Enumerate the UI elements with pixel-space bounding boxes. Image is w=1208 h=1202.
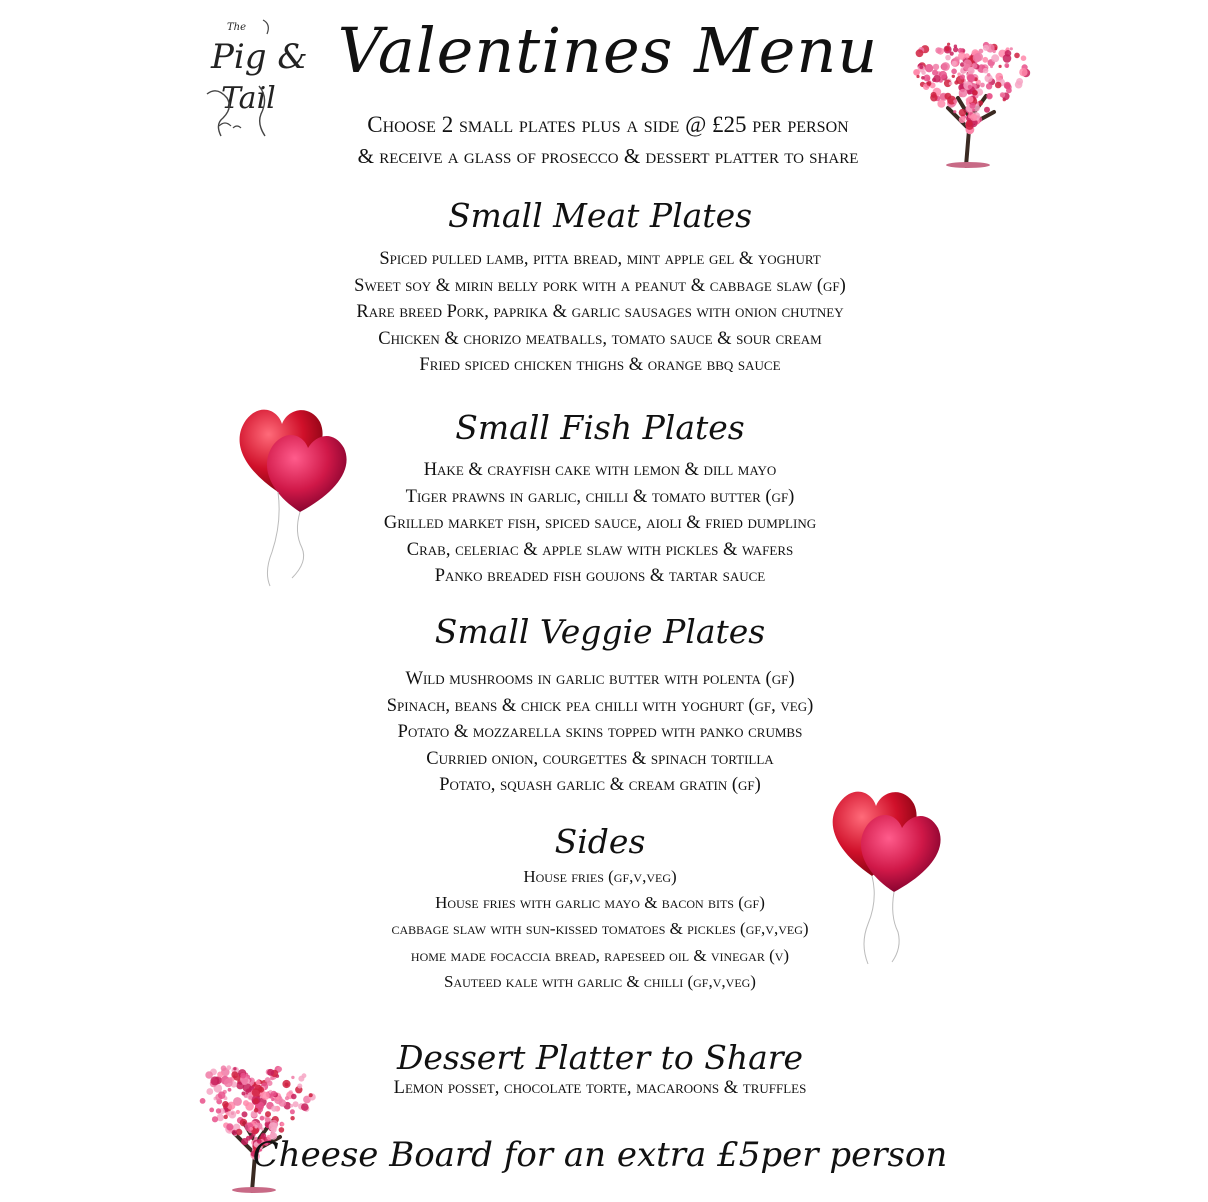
- menu-item: Crab, celeriac & apple slaw with pickles & wafers: [406, 539, 794, 560]
- dessert-item: Lemon posset, chocolate torte, macaroons & truffles: [393, 1078, 807, 1098]
- menu-item: home made focaccia bread, rapeseed oil & vinegar (v): [410, 945, 790, 965]
- section-heading-dessert: Dessert Platter to Share: [396, 1038, 804, 1077]
- menu-item: Fried spiced chicken thighs & orange bbq sauce: [419, 355, 781, 376]
- menu-item: Curried onion, courgettes & spinach tortilla: [426, 748, 774, 769]
- menu-item: Spinach, beans & chick pea chilli with yoghurt (gf, veg): [386, 695, 814, 716]
- section-heading-meat: Small Meat Plates: [447, 196, 753, 235]
- meat-plates-list: [0, 246, 1200, 379]
- menu-item: Hake & crayfish cake with lemon & dill mayo: [423, 460, 777, 480]
- heart-tree-illustration: [900, 28, 1040, 168]
- section-heading-veggie: Small Veggie Plates: [434, 612, 766, 651]
- offer-detail-line: & receive a glass of prosecco & dessert platter to share: [357, 144, 859, 168]
- svg-text:The: The: [227, 22, 247, 33]
- menu-item: Panko breaded fish goujons & tartar sauce: [434, 566, 766, 587]
- menu-item: Grilled market fish, spiced sauce, aioli & fried dumpling: [383, 513, 817, 534]
- menu-item: Tiger prawns in garlic, chilli & tomato butter (gf): [405, 486, 795, 507]
- menu-item: Sweet soy & mirin belly pork with a peanut & cabbage slaw (gf): [354, 275, 846, 296]
- svg-text:Pig &: Pig &: [211, 37, 308, 77]
- menu-item: Wild mushrooms in garlic butter with polenta (gf): [405, 669, 795, 689]
- section-heading-sides: Sides: [554, 822, 646, 861]
- menu-item: Potato & mozzarella skins topped with panko crumbs: [397, 722, 803, 743]
- cheese-board-offer: Cheese Board for an extra £5per person: [252, 1135, 948, 1175]
- section-heading-fish: Small Fish Plates: [455, 408, 745, 447]
- menu-title: Valentines Menu: [337, 14, 879, 87]
- menu-item: House fries (gf,v,veg): [523, 867, 677, 886]
- menu-item: Chicken & chorizo meatballs, tomato sauce & sour cream: [378, 328, 822, 349]
- menu-item: Sauteed kale with garlic & chilli (gf,v,veg): [444, 971, 756, 991]
- menu-item: House fries with garlic mayo & bacon bits (gf): [435, 893, 765, 913]
- veggie-plates-list: [0, 666, 1200, 799]
- svg-text:Tail: Tail: [221, 81, 276, 116]
- menu-item: cabbage slaw with sun-kissed tomatoes & pickles (gf,v,veg): [391, 919, 809, 939]
- menu-item: Rare breed Pork, paprika & garlic sausages with onion chutney: [356, 302, 844, 323]
- fish-plates-list: [0, 457, 1200, 590]
- menu-item: Spiced pulled lamb, pitta bread, mint apple gel & yoghurt: [379, 249, 821, 269]
- offer-line: Choose 2 small plates plus a side @ £25 per person: [367, 112, 849, 137]
- sides-list: [0, 864, 1200, 995]
- menu-item: Potato, squash garlic & cream gratin (gf): [439, 775, 761, 796]
